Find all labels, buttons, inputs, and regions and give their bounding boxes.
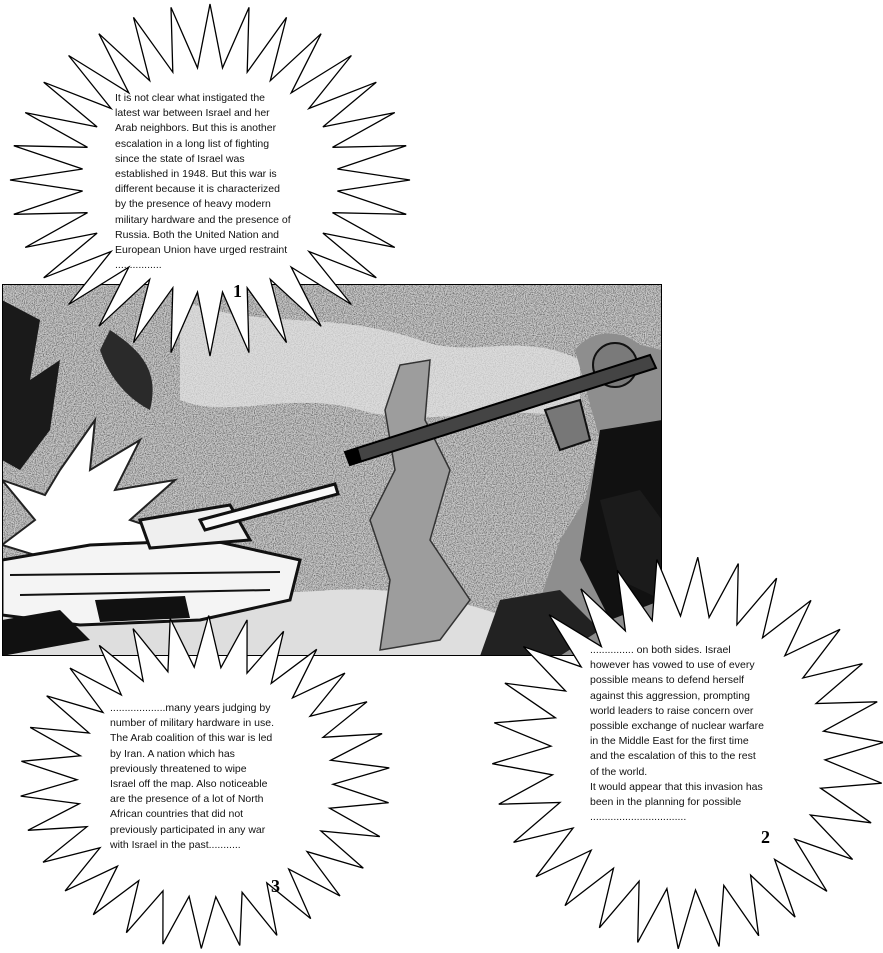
burst-3-text: ...................many years judging by number of military hardware in use. The Arab coalition of this war is led by Iran. A nation which has previously threatened to wipe Israel off the map. Also noticeable are the presence of a lot of North African countries that did not previously participated in any war with Israel in the past........... — [110, 702, 274, 851]
burst-1-text: It is not clear what instigated the latest war between Israel and her Arab neighbors. But this is another escalation in a long list of fighting since the state of Israel was established in 1948. But this war is different because it is characterized by the presence of heavy modern military hardware and the presence of Russia. Both the United Nation and European Union have urged restraint ................ — [115, 92, 291, 272]
burst-2-number: 2 — [761, 827, 770, 847]
burst-3-number: 3 — [271, 876, 280, 896]
burst-1-number: 1 — [233, 281, 242, 301]
burst-2-text: ............... on both sides. Israel however has vowed to use of every possible means to defend herself against this aggression, prompting world leaders to raise concern over possible exchange of nuclear warfare in the Middle East for the first time and the escalation of this to the rest of the world. It would appear that this invasion has been in the planning for possible ................................. — [590, 644, 764, 824]
